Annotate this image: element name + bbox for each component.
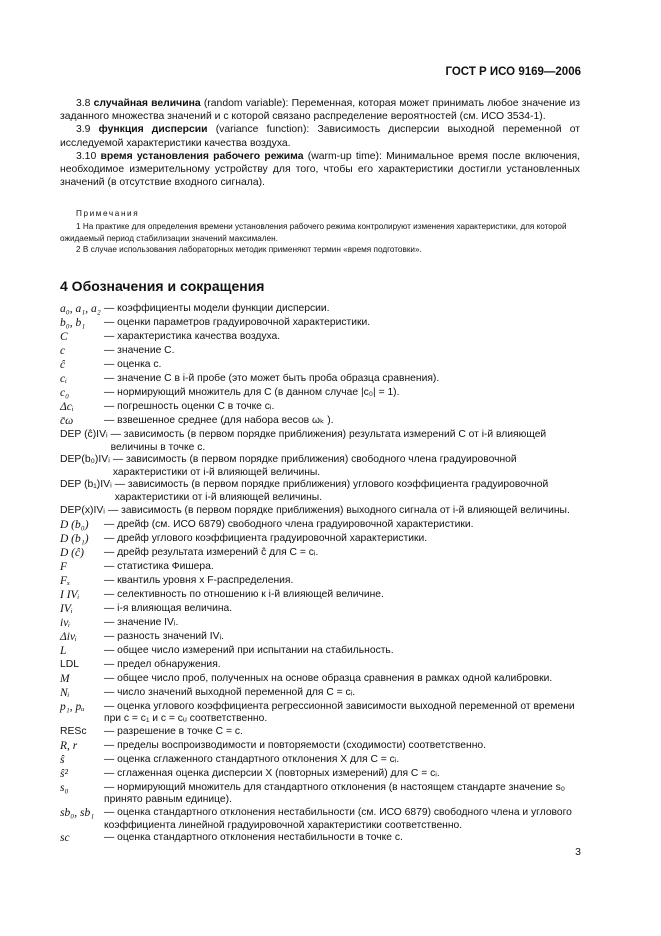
symbol-description: — общее число измерений при испытании на стабильность. bbox=[104, 644, 394, 656]
symbol-row bbox=[60, 782, 580, 807]
paragraph-3-10 bbox=[60, 150, 580, 190]
notes-block bbox=[60, 208, 580, 256]
symbol: ĉ bbox=[60, 359, 66, 371]
symbol-row bbox=[60, 673, 580, 687]
symbol-row bbox=[60, 832, 580, 846]
document-header: ГОСТ Р ИСО 9169—2006 bbox=[445, 66, 581, 78]
symbol-row bbox=[60, 575, 580, 589]
symbol: DEP(b₀)IVᵢ bbox=[60, 454, 110, 466]
symbol: ŝ² bbox=[60, 767, 68, 780]
symbol-row bbox=[60, 726, 580, 740]
symbol: D (b₀) bbox=[60, 518, 89, 531]
symbol: D (b₁) bbox=[60, 532, 89, 545]
symbol: C bbox=[60, 331, 68, 343]
symbol-description: — оценка углового коэффициента регрессионной зависимости выходной переменной от времени при c = c₁ и c = cᵤ соответственно. bbox=[104, 700, 575, 725]
symbol-description: — погрешность оценки C в точке cᵢ. bbox=[104, 401, 275, 412]
symbol: DEP (ĉ)IVᵢ bbox=[60, 429, 108, 440]
symbol: a₀, a₁, a₂ bbox=[60, 303, 101, 315]
symbol-row bbox=[60, 479, 580, 504]
term-english: (variance function): bbox=[215, 124, 310, 136]
term: функция дисперсии bbox=[98, 124, 208, 136]
symbol: c̄ω bbox=[60, 415, 74, 427]
symbol-row bbox=[60, 561, 580, 575]
symbol: Nᵢ bbox=[60, 686, 70, 699]
symbol-row bbox=[60, 589, 580, 603]
symbol-description: — коэффициенты модели функции дисперсии. bbox=[104, 303, 330, 314]
symbol-row bbox=[60, 303, 580, 317]
symbol-description: — взвешенное среднее (для набора весов ωₖ ). bbox=[104, 415, 334, 426]
paragraph-3-8 bbox=[60, 97, 580, 123]
symbol-description: — оценки параметров градуировочной характеристики. bbox=[104, 317, 371, 328]
symbol: s₀ bbox=[60, 781, 69, 794]
symbol: IVᵢ bbox=[60, 602, 73, 615]
symbol-row bbox=[60, 701, 580, 726]
symbol: Δivᵢ bbox=[60, 630, 77, 643]
symbol: DEP (b₁)IVᵢ bbox=[60, 479, 112, 491]
symbol: sb₀, sb₁ bbox=[60, 806, 95, 819]
symbol-description: — значение C в i-й пробе (это может быть проба образца сравнения). bbox=[104, 373, 440, 384]
symbol-row bbox=[60, 645, 580, 659]
symbol-description: — зависимость (в первом порядке приближения) углового коэффициента градуировочной характеристики от i-й влияющей величины. bbox=[114, 479, 549, 503]
symbol: L bbox=[60, 644, 67, 657]
symbol-description: — характеристика качества воздуха. bbox=[104, 331, 281, 342]
paragraph-3-9 bbox=[60, 123, 580, 149]
symbol-description: — селективность по отношению к i-й влияющей величине. bbox=[104, 588, 384, 600]
definitions-paragraphs bbox=[60, 97, 580, 189]
symbol: p₁, pᵤ bbox=[60, 700, 85, 713]
notes-title: Примечания bbox=[76, 209, 140, 218]
symbol: DEP(x)IVᵢ bbox=[60, 504, 105, 516]
symbol-row bbox=[60, 359, 580, 373]
symbol-row bbox=[60, 631, 580, 645]
page-number: 3 bbox=[575, 846, 581, 858]
symbol-description: — зависимость (в первом порядке приближения) результата измерений C от i-й влияющей величины в точке c. bbox=[110, 429, 547, 453]
symbol-row bbox=[60, 454, 580, 479]
symbol-row bbox=[60, 387, 580, 401]
symbol: RESc bbox=[60, 725, 87, 737]
symbol: Δcᵢ bbox=[60, 401, 74, 413]
symbol-row bbox=[60, 687, 580, 701]
symbol-description: — разность значений IVᵢ. bbox=[104, 630, 224, 642]
symbol: R, r bbox=[60, 739, 78, 752]
symbol-description: — разрешение в точке C = c. bbox=[104, 725, 243, 737]
symbol-description: — оценка стандартного отклонения нестабильности (см. ИСО 6879) свободного члена и углового коэффициента линейной градуировочной характеристики соответственно. bbox=[104, 806, 572, 831]
symbol-description: — оценка сглаженного стандартного отклонения X для C = cᵢ. bbox=[104, 753, 400, 765]
symbol-row bbox=[60, 754, 580, 768]
symbol-row bbox=[60, 429, 580, 454]
symbol-row bbox=[60, 603, 580, 617]
symbol-description: — зависимость (в первом порядке приближения) выходного сигнала от i-й влияющей величины. bbox=[107, 504, 570, 516]
symbol-description: — нормирующий множитель для C (в данном случае |c₀| = 1). bbox=[104, 387, 400, 398]
symbol-row bbox=[60, 415, 580, 429]
term-definition: Переменная, которая может принимать любое значение из заданного множества значений и с которой связано распределение вероятностей (см. ИСО 3534-1). bbox=[60, 98, 581, 123]
symbol-description: — число значений выходной переменной для C = cᵢ. bbox=[104, 686, 356, 698]
symbol-row bbox=[60, 401, 580, 415]
symbol-row bbox=[60, 519, 580, 533]
symbol-row bbox=[60, 373, 580, 387]
symbol-description: — дрейф (см. ИСО 6879) свободного члена градуировочной характеристики. bbox=[104, 518, 474, 530]
symbol-row bbox=[60, 547, 580, 561]
symbol-row bbox=[60, 740, 580, 754]
paragraph-number: 3.8 bbox=[76, 98, 91, 109]
symbol: Fₓ bbox=[60, 574, 71, 587]
symbols-list bbox=[60, 303, 580, 846]
term: время установления рабочего режима bbox=[100, 150, 304, 162]
term: случайная величина bbox=[93, 98, 201, 109]
symbol-description: — значение C. bbox=[104, 345, 175, 356]
symbol-description: — пределы воспроизводимости и повторяемости (сходимости) соответственно. bbox=[104, 739, 486, 751]
symbol: F bbox=[60, 560, 68, 573]
symbol-row bbox=[60, 807, 580, 832]
symbol-description: — нормирующий множитель для стандартного отклонения (в настоящем стандарте значение s₀ принято равным единице). bbox=[104, 781, 566, 806]
symbol-row bbox=[60, 768, 580, 782]
symbol-description: — предел обнаружения. bbox=[104, 658, 221, 670]
symbol-description: — оценка c. bbox=[104, 359, 162, 370]
symbol-description: — значение IVᵢ. bbox=[104, 616, 179, 628]
note-2: 2 В случае использования лабораторных методик применяют термин «время подготовки». bbox=[76, 245, 422, 255]
section-title: 4 Обозначения и сокращения bbox=[60, 278, 265, 294]
symbol-row bbox=[60, 617, 580, 631]
symbol-row bbox=[60, 345, 580, 359]
term-definition: Зависимость дисперсии выходной переменной от исследуемой характеристики качества воздуха. bbox=[60, 124, 581, 149]
symbol-description: — дрейф результата измерений ĉ для C = cᵢ. bbox=[104, 546, 319, 558]
symbol: c bbox=[60, 345, 66, 357]
symbol: ivᵢ bbox=[60, 616, 71, 629]
symbol-description: — сглаженная оценка дисперсии X (повторных измерений) для C = cᵢ. bbox=[104, 767, 440, 779]
term-english: (random variable): bbox=[203, 98, 289, 109]
symbol: I IVᵢ bbox=[60, 588, 80, 601]
paragraph-number: 3.9 bbox=[76, 124, 91, 136]
symbol-description: — зависимость (в первом порядке приближения) свободного члена градуировочной характеристики от i-й влияющей величины. bbox=[112, 454, 517, 478]
symbol: ŝ bbox=[60, 753, 65, 766]
term-definition: Минимальное время после включения, необходимое измерительному устройству для того, чтобы его характеристики достигли установленных значений (в отсутствие входного сигнала). bbox=[60, 150, 580, 189]
term-english: (warm-up time): bbox=[307, 150, 382, 162]
symbol: LDL bbox=[60, 658, 80, 670]
symbol-row bbox=[60, 659, 580, 673]
symbol-row bbox=[60, 505, 580, 519]
symbol: sc bbox=[60, 832, 70, 845]
symbol-description: — статистика Фишера. bbox=[104, 560, 214, 572]
paragraph-number: 3.10 bbox=[76, 150, 97, 162]
symbol-description: — оценка стандартного отклонения нестабильности в точке c. bbox=[104, 832, 403, 844]
symbol-row bbox=[60, 317, 580, 331]
symbol: M bbox=[60, 672, 70, 685]
symbol-description: — дрейф углового коэффициента градуировочной характеристики. bbox=[104, 532, 428, 544]
note-1: 1 На практике для определения времени установления рабочего режима контролируют изменения характеристики, для которой ожидаемый период стабилизации значений максимален. bbox=[60, 222, 567, 243]
symbol: b₀, b₁ bbox=[60, 317, 86, 329]
symbol-description: — i-я влияющая величина. bbox=[104, 602, 233, 614]
symbol: D (ĉ) bbox=[60, 546, 84, 559]
symbol-row bbox=[60, 331, 580, 345]
symbol-description: — общее число проб, полученных на основе образца сравнения в рамках одной калибровки. bbox=[104, 672, 553, 684]
symbol: cᵢ bbox=[60, 373, 67, 385]
symbol-row bbox=[60, 533, 580, 547]
symbol-description: — квантиль уровня x F-распределения. bbox=[104, 574, 294, 586]
symbol: c₀ bbox=[60, 387, 70, 399]
